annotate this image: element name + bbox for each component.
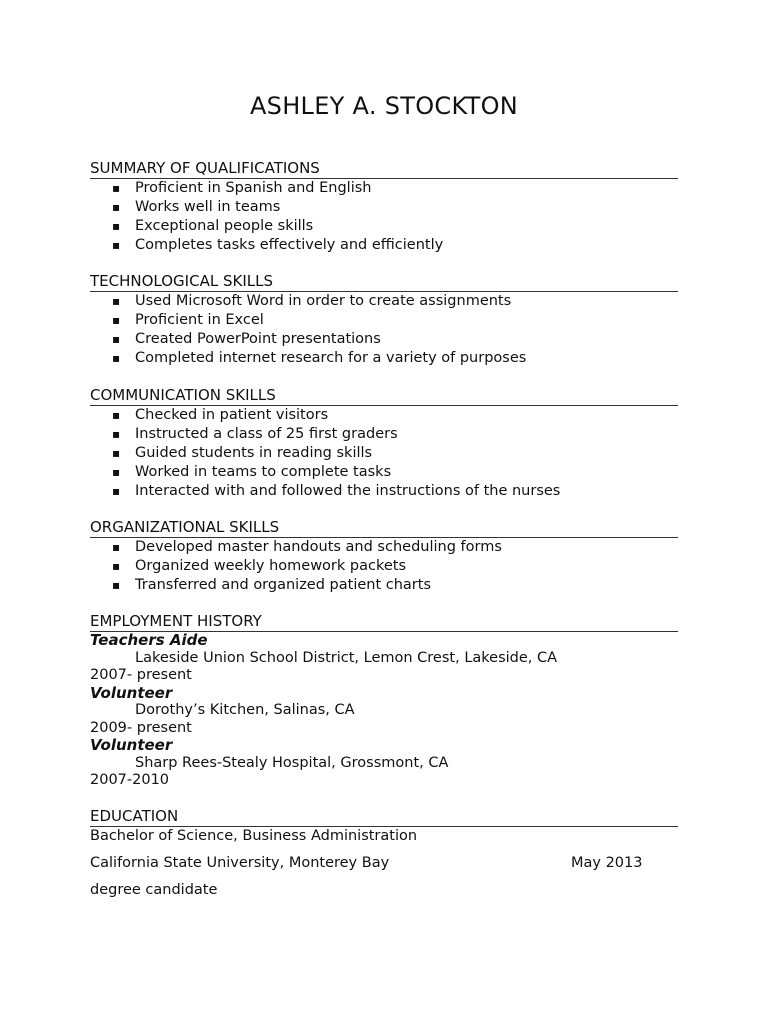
list-item: ▪ Completes tasks effectively and efficiently — [90, 236, 678, 255]
education-school-row — [90, 854, 678, 873]
job-dates: 2007- present — [90, 667, 192, 683]
job-entry — [90, 632, 678, 685]
list-item: ▪ Checked in patient visitors — [90, 406, 678, 425]
organizational-section — [90, 517, 678, 595]
education-heading: EDUCATION — [90, 806, 678, 827]
job-entry — [90, 737, 678, 790]
list-item: ▪ Works well in teams — [90, 198, 678, 217]
employment-section — [90, 611, 678, 790]
education-school: California State University, Monterey Bay — [90, 855, 390, 871]
list-item: ▪ Worked in teams to complete tasks — [90, 463, 678, 482]
organizational-list — [90, 538, 678, 595]
job-employer: Sharp Rees-Stealy Hospital, Grossmont, CA — [135, 754, 449, 771]
employment-heading: EMPLOYMENT HISTORY — [90, 611, 678, 632]
job-title: Teachers Aide — [90, 631, 208, 649]
list-item: ▪ Proficient in Excel — [90, 311, 678, 330]
list-item: ▪ Created PowerPoint presentations — [90, 330, 678, 349]
summary-section — [90, 158, 678, 255]
list-item: ▪ Proficient in Spanish and English — [90, 179, 678, 198]
list-item: ▪ Interacted with and followed the instructions of the nurses — [90, 482, 678, 501]
tech-section — [90, 271, 678, 368]
list-item: ▪ Developed master handouts and scheduling forms — [90, 538, 678, 557]
list-item: ▪ Instructed a class of 25 first graders — [90, 425, 678, 444]
education-section — [90, 806, 678, 900]
education-degree: Bachelor of Science, Business Administration — [90, 828, 418, 844]
organizational-heading: ORGANIZATIONAL SKILLS — [90, 517, 678, 538]
education-date: May 2013 — [571, 855, 643, 871]
job-dates: 2009- present — [90, 719, 192, 736]
tech-heading: TECHNOLOGICAL SKILLS — [90, 271, 678, 292]
summary-heading: SUMMARY OF QUALIFICATIONS — [90, 158, 678, 179]
job-employer: Lakeside Union School District, Lemon Crest, Lakeside, CA — [135, 649, 558, 666]
list-item: ▪ Completed internet research for a variety of purposes — [90, 349, 678, 368]
list-item: ▪ Transferred and organized patient charts — [90, 576, 678, 595]
list-item: ▪ Used Microsoft Word in order to create assignments — [90, 292, 678, 311]
education-status: degree candidate — [90, 882, 218, 898]
list-item: ▪ Organized weekly homework packets — [90, 557, 678, 576]
job-title: Volunteer — [90, 683, 173, 702]
communication-list — [90, 406, 678, 501]
applicant-name: ASHLEY A. STOCKTON — [249, 92, 519, 120]
job-entry — [90, 685, 678, 738]
job-dates: 2007-2010 — [90, 772, 170, 788]
summary-list — [90, 179, 678, 255]
list-item: ▪ Exceptional people skills — [90, 217, 678, 236]
job-title: Volunteer — [90, 736, 173, 754]
job-employer: Dorothy’s Kitchen, Salinas, CA — [135, 702, 355, 718]
list-item: ▪ Guided students in reading skills — [90, 444, 678, 463]
tech-list — [90, 292, 678, 368]
communication-section — [90, 385, 678, 501]
communication-heading: COMMUNICATION SKILLS — [90, 385, 678, 406]
